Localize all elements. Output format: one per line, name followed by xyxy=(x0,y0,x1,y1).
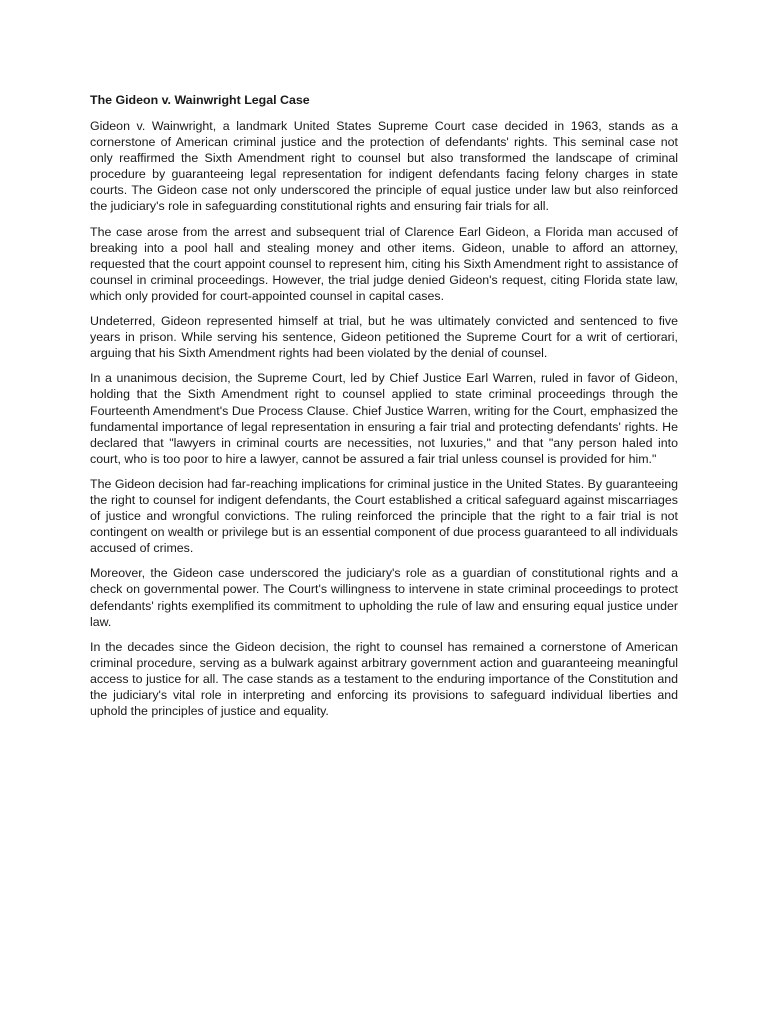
document-title: The Gideon v. Wainwright Legal Case xyxy=(90,93,310,107)
paragraph-legacy: In the decades since the Gideon decision, the right to counsel has remained a cornerstone of American criminal procedure, serving as a bulwark against arbitrary government action and guaranteeing meaningful access to justice for all. The case stands as a testament to the enduring importance of the Constitution and the judiciary's vital role in interpreting and enforcing its provisions to safeguard individual liberties and uphold the principles of justice and equality. xyxy=(90,639,678,719)
paragraph-background: The case arose from the arrest and subsequent trial of Clarence Earl Gideon, a Florida man accused of breaking into a pool hall and stealing money and other items. Gideon, unable to afford an attorney, requested that the court appoint counsel to represent him, citing his Sixth Amendment right to assistance of counsel in criminal proceedings. However, the trial judge denied Gideon's request, citing Florida state law, which only provided for court-appointed counsel in capital cases. xyxy=(90,224,678,303)
paragraph-judiciary-role: Moreover, the Gideon case underscored the judiciary's role as a guardian of constitutional rights and a check on governmental power. The Court's willingness to intervene in state criminal proceedings to protect defendants' rights exemplified its commitment to upholding the rule of law and ensuring equal justice under law. xyxy=(90,566,678,629)
document-page xyxy=(90,92,678,728)
paragraph-decision: In a unanimous decision, the Supreme Court, led by Chief Justice Earl Warren, ruled in favor of Gideon, holding that the Sixth Amendment right to counsel applied to state criminal proceedings through the Fourteenth Amendment's Due Process Clause. Chief Justice Warren, writing for the Court, emphasized the fundamental importance of legal representation in ensuring a fair trial and protecting defendants' rights. He declared that "lawyers in criminal courts are necessities, not luxuries," and that "any person haled into court, who is too poor to hire a lawyer, cannot be assured a fair trial unless counsel is provided for him." xyxy=(90,371,678,466)
paragraph-introduction: Gideon v. Wainwright, a landmark United States Supreme Court case decided in 1963, stands as a cornerstone of American criminal justice and the protection of defendants' rights. This seminal case not only reaffirmed the Sixth Amendment right to counsel but also transformed the landscape of criminal procedure by guaranteeing legal representation for indigent defendants facing felony charges in state courts. The Gideon case not only underscored the principle of equal justice under law but also reinforced the judiciary's role in safeguarding constitutional rights and ensuring fair trials for all. xyxy=(90,119,678,214)
paragraph-trial-and-petition: Undeterred, Gideon represented himself at trial, but he was ultimately convicted and sentenced to five years in prison. While serving his sentence, Gideon petitioned the Supreme Court for a writ of certiorari, arguing that his Sixth Amendment rights had been violated by the denial of counsel. xyxy=(90,314,678,361)
paragraph-implications: The Gideon decision had far-reaching implications for criminal justice in the United States. By guaranteeing the right to counsel for indigent defendants, the Court established a critical safeguard against miscarriages of justice and wrongful convictions. The ruling reinforced the principle that the right to a fair trial is not contingent on wealth or privilege but is an essential component of due process guaranteed to all individuals accused of crimes. xyxy=(90,476,678,556)
